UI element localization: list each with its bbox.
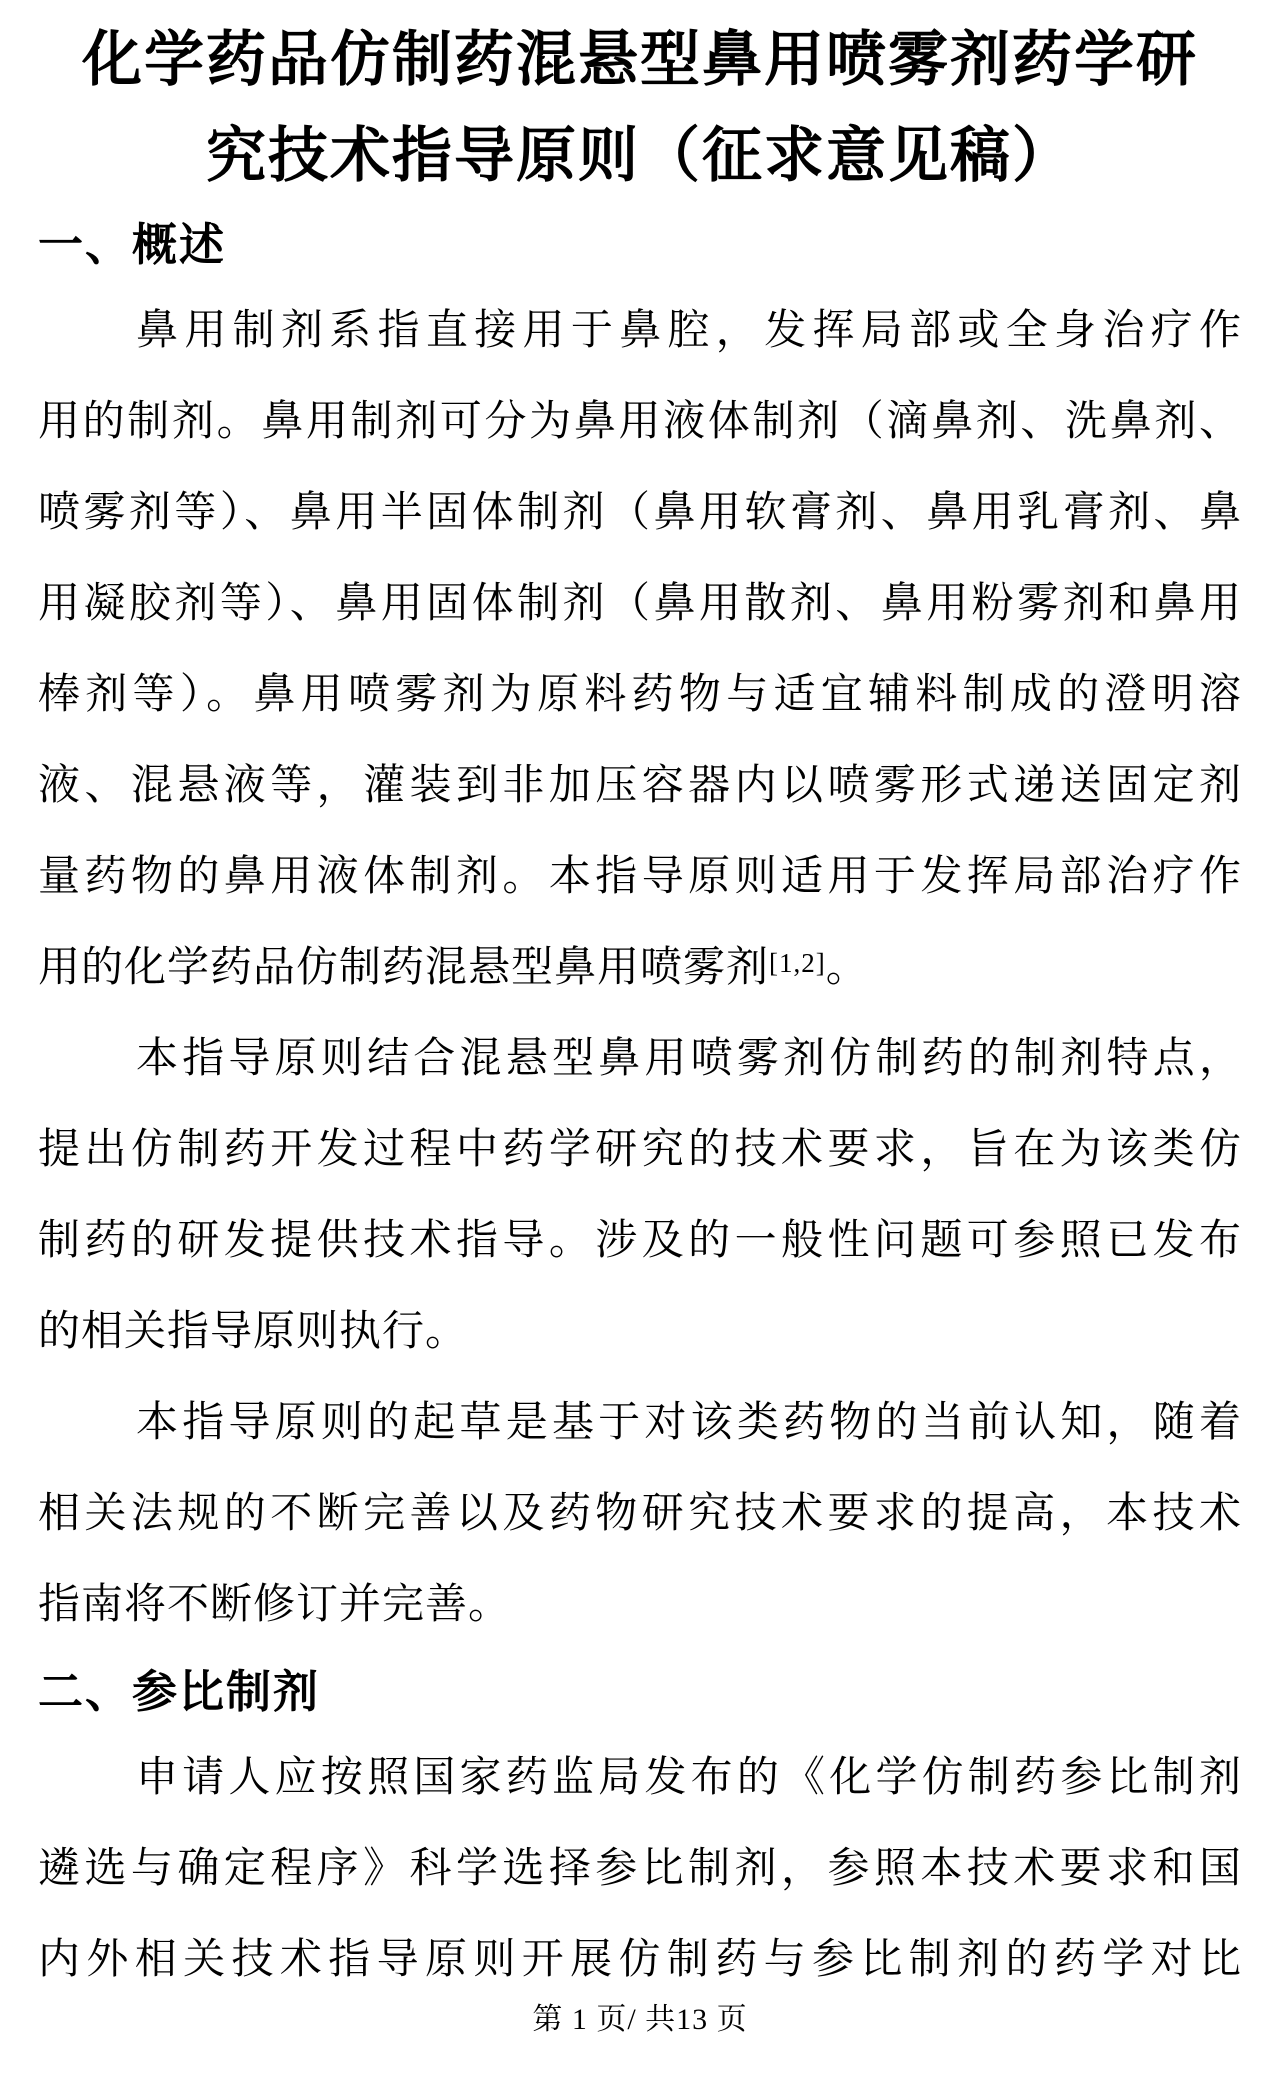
body-line: 量药物的鼻用液体制剂。本指导原则适用于发挥局部治疗作 <box>38 854 1242 900</box>
section-heading-reference-product: 二、参比制剂 <box>38 1667 321 1717</box>
body-line: 本指导原则的起草是基于对该类药物的当前认知，随着 <box>136 1400 1242 1446</box>
body-line: 鼻用制剂系指直接用于鼻腔，发挥局部或全身治疗作 <box>136 308 1242 354</box>
title-line-1: 化学药品仿制药混悬型鼻用喷雾剂药学研 <box>82 27 1198 93</box>
body-line: 的相关指导原则执行。 <box>38 1309 469 1355</box>
body-line: 制药的研发提供技术指导。涉及的一般性问题可参照已发布 <box>38 1218 1242 1264</box>
document-title <box>38 12 1242 204</box>
body-line: 遴选与确定程序》科学选择参比制剂，参照本技术要求和国 <box>38 1846 1242 1892</box>
body-line: 用的制剂。鼻用制剂可分为鼻用液体制剂（滴鼻剂、洗鼻剂、 <box>38 399 1242 445</box>
citation-ref: [1,2] <box>769 948 826 978</box>
paragraph-nasal-definition <box>38 286 1242 1014</box>
paragraph-guideline-revision <box>38 1378 1242 1651</box>
body-text: 。 <box>825 945 869 991</box>
paragraph-reference-selection <box>38 1733 1242 2006</box>
body-line: 申请人应按照国家药监局发布的《化学仿制药参比制剂 <box>136 1755 1242 1801</box>
body-line: 用凝胶剂等）、鼻用固体制剂（鼻用散剂、鼻用粉雾剂和鼻用 <box>38 581 1242 627</box>
body-line: 相关法规的不断完善以及药物研究技术要求的提高，本技术 <box>38 1491 1242 1537</box>
page-footer: 第 1 页/ 共13 页 <box>532 2003 748 2036</box>
body-line: 指南将不断修订并完善。 <box>38 1582 512 1628</box>
body-line: 提出仿制药开发过程中药学研究的技术要求，旨在为该类仿 <box>38 1127 1242 1173</box>
body-line: 喷雾剂等）、鼻用半固体制剂（鼻用软膏剂、鼻用乳膏剂、鼻 <box>38 490 1242 536</box>
paragraph-guideline-scope <box>38 1014 1242 1378</box>
title-line-2: 究技术指导原则（征求意见稿） <box>206 123 1074 189</box>
body-line <box>38 923 1242 1014</box>
body-line: 本指导原则结合混悬型鼻用喷雾剂仿制药的制剂特点， <box>136 1036 1242 1082</box>
section-heading-overview: 一、概述 <box>38 220 227 270</box>
body-line: 棒剂等）。鼻用喷雾剂为原料药物与适宜辅料制成的澄明溶 <box>38 672 1242 718</box>
body-line: 内外相关技术指导原则开展仿制药与参比制剂的药学对比 <box>38 1937 1242 1983</box>
body-line: 液、混悬液等，灌装到非加压容器内以喷雾形式递送固定剂 <box>38 763 1242 809</box>
body-text: 用的化学药品仿制药混悬型鼻用喷雾剂 <box>38 945 770 991</box>
